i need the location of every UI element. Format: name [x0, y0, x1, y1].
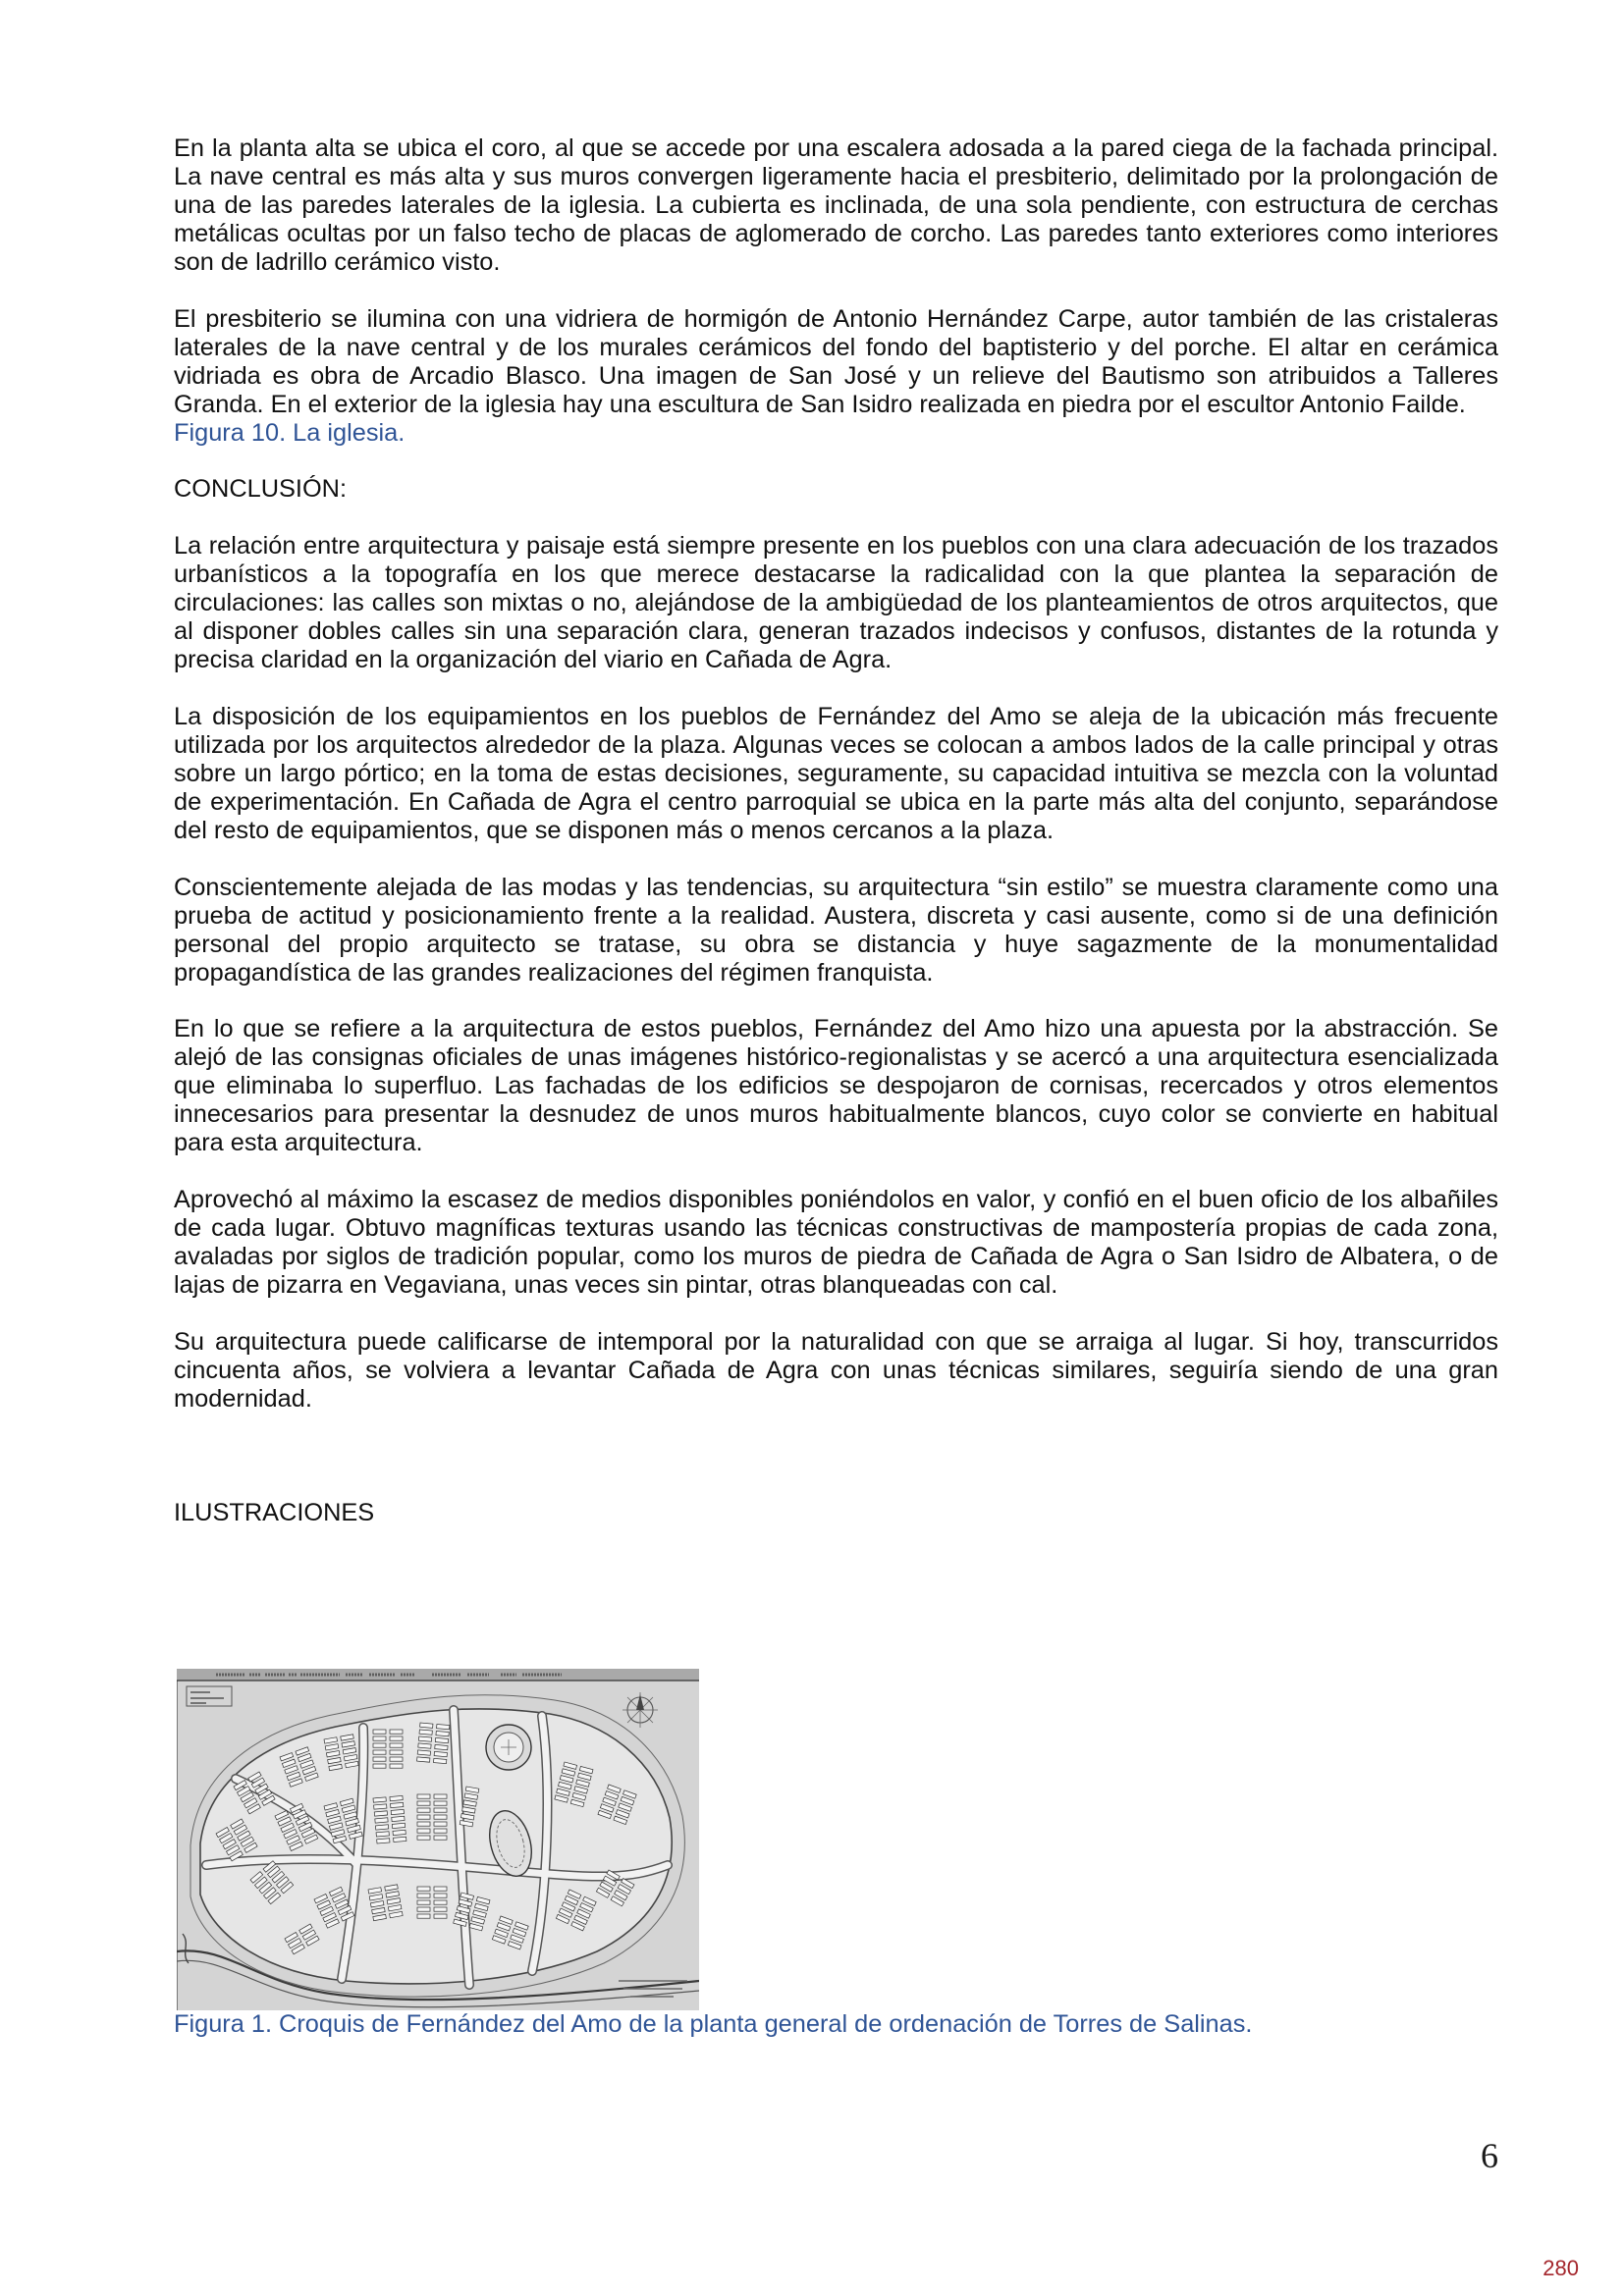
- body-text-column: [174, 134, 1498, 2039]
- house: [417, 1836, 430, 1840]
- house: [417, 1914, 430, 1918]
- site-plan-drawing: [177, 1669, 699, 2010]
- house: [434, 1758, 447, 1763]
- body-paragraph: En lo que se refiere a la arquitectura de estos pueblos, Fernández del Amo hizo una apuesta por la abstracción. Se alejó de las consignas oficiales de unas imágenes histórico-regionalistas y se acercó a una arquitectura esencializada que eliminaba lo superfluo. Las fachadas de los edificios se despojaron de cornisas, recercados y otros elementos innecesarios para presentar la desnudez de unos muros habitualmente blancos, cuyo color se convierte en habitual para esta arquitectura.: [174, 1015, 1498, 1157]
- house: [393, 1830, 406, 1835]
- house: [417, 1822, 430, 1826]
- house: [434, 1801, 447, 1805]
- house: [434, 1815, 447, 1819]
- house: [418, 1736, 431, 1741]
- body-paragraph: En la planta alta se ubica el coro, al que se accede por una escalera adosada a la pared ciega de la fachada principal. La nave central es más alta y sus muros convergen ligeramente hacia el presbiterio, delimitado por la prolongación de una de las paredes laterales de la iglesia. La cubierta es inclinada, de una sola pendiente, con estructura de cerchas metálicas ocultas por un falso techo de placas de aglomerado de corcho. Las paredes tanto exteriores como interiores son de ladrillo cerámico visto.: [174, 134, 1498, 276]
- house: [434, 1887, 447, 1891]
- house: [418, 1743, 431, 1748]
- house: [419, 1730, 432, 1735]
- house: [375, 1818, 388, 1823]
- body-paragraph: Su arquitectura puede calificarse de intemporal por la naturalidad con que se arraiga al lugar. Si hoy, transcurridos cincuenta años, se volviera a levantar Cañada de Agra con unas técnicas similares, seguiría siendo de una gran modernidad.: [174, 1327, 1498, 1413]
- house: [435, 1737, 448, 1742]
- house: [417, 1907, 430, 1911]
- house: [390, 1750, 403, 1754]
- house: [417, 1829, 430, 1833]
- page-number: 6: [1481, 2136, 1498, 2175]
- body-paragraph: El presbiterio se ilumina con una vidriera de hormigón de Antonio Hernández Carpe, autor también de las cristaleras laterales de la nave central y de los murales cerámicos del fondo del baptisterio y del porche. El altar en cerámica vidriada es obra de Arcadio Blasco. Una imagen de San José y un relieve del Bautismo son atribuidos a Talleres Granda. En el exterior de la iglesia hay una escultura de San Isidro realizada en piedra por el escultor Antonio Failde.: [174, 304, 1498, 418]
- conclusion-heading: CONCLUSIÓN:: [174, 475, 348, 504]
- house: [373, 1730, 386, 1734]
- house: [436, 1732, 449, 1736]
- house: [374, 1804, 387, 1809]
- house: [392, 1823, 405, 1828]
- house: [373, 1736, 386, 1740]
- house: [434, 1794, 447, 1798]
- body-paragraph: Conscientemente alejada de las modas y las tendencias, su arquitectura “sin estilo” se muestra claramente como una prueba de actitud y posicionamiento frente a la realidad. Austera, discreta y casi ausente, como si de una definición personal del propio arquitecto se tratase, su obra se distancia y huye sagazmente de la monumentalidad propagandística de las grandes realizaciones del régimen franquista.: [174, 873, 1498, 987]
- house: [434, 1808, 447, 1812]
- house: [417, 1794, 430, 1798]
- house: [373, 1743, 386, 1747]
- house: [374, 1811, 387, 1816]
- figure-reference: Figura 10. La iglesia.: [174, 418, 406, 447]
- house: [417, 1801, 430, 1805]
- house: [417, 1750, 430, 1755]
- house: [390, 1743, 403, 1747]
- house: [417, 1815, 430, 1819]
- house: [376, 1832, 389, 1837]
- house: [417, 1887, 430, 1891]
- north-arrow-icon: [623, 1692, 658, 1728]
- paragraph-with-figure-reference: [174, 305, 1498, 448]
- body-paragraph: La disposición de los equipamientos en los pueblos de Fernández del Amo se aleja de la ubicación más frecuente utilizada por los arquitectos alrededor de la plaza. Algunas veces se colocan a ambos lados de la calle principal y otras sobre un largo pórtico; en la toma de estas decisiones, seguramente, su capacidad intuitiva se mezcla con la voluntad de experimentación. En Cañada de Agra el centro parroquial se ubica en la parte más alta del conjunto, separándose del resto de equipamientos, que se disponen más o menos cercanos a la plaza.: [174, 703, 1498, 844]
- illustrations-heading: ILUSTRACIONES: [174, 1498, 375, 1526]
- house: [390, 1730, 403, 1734]
- house: [437, 1725, 450, 1730]
- house: [390, 1736, 403, 1740]
- figure-1-image: [177, 1669, 699, 2010]
- house: [390, 1757, 403, 1761]
- house: [434, 1829, 447, 1833]
- house: [434, 1836, 447, 1840]
- house: [417, 1808, 430, 1812]
- house: [390, 1764, 403, 1768]
- drawing-title-strip: [177, 1669, 699, 1681]
- house: [391, 1809, 404, 1814]
- figure-1-caption: Figura 1. Croquis de Fernández del Amo de la planta general de ordenación de Torres de Salinas.: [174, 2010, 1253, 2039]
- house: [417, 1900, 430, 1904]
- house: [435, 1744, 448, 1749]
- folio-number: 280: [1543, 2256, 1579, 2280]
- house: [434, 1894, 447, 1897]
- house: [434, 1822, 447, 1826]
- house: [434, 1751, 447, 1756]
- house: [377, 1839, 390, 1843]
- town-boundary: [200, 1709, 672, 1984]
- circular-plaza: [486, 1725, 531, 1770]
- house: [390, 1795, 403, 1800]
- house: [373, 1797, 386, 1802]
- body-paragraph: La relación entre arquitectura y paisaje está siempre presente en los pueblos con una clara adecuación de los trazados urbanísticos a la topografía en los que merece destacarse la radicalidad con la que plantea la separación de circulaciones: las calles son mixtas o no, alejándose de la ambigüedad de los planteamientos de otros arquitectos, que al disponer dobles calles sin una separación clara, generan trazados indecisos y confusos, distantes de la rotunda y precisa claridad en la organización del viario en Cañada de Agra.: [174, 532, 1498, 674]
- body-paragraph: Aprovechó al máximo la escasez de medios disponibles poniéndolos en valor, y confió en el buen oficio de los albañiles de cada lugar. Obtuvo magníficas texturas usando las técnicas constructivas de mampostería propias de cada zona, avaladas por siglos de tradición popular, como los muros de piedra de Cañada de Agra o San Isidro de Albatera, o de lajas de pizarra en Vegaviana, unas veces sin pintar, otras blanqueadas con cal.: [174, 1186, 1498, 1300]
- house: [391, 1802, 404, 1807]
- house: [373, 1750, 386, 1754]
- house: [375, 1825, 388, 1830]
- house: [434, 1914, 447, 1918]
- house: [417, 1757, 430, 1762]
- house: [392, 1816, 405, 1821]
- house: [420, 1723, 433, 1728]
- house: [434, 1900, 447, 1904]
- house: [373, 1764, 386, 1768]
- house: [434, 1907, 447, 1911]
- house: [373, 1757, 386, 1761]
- house: [394, 1837, 406, 1842]
- house: [417, 1894, 430, 1897]
